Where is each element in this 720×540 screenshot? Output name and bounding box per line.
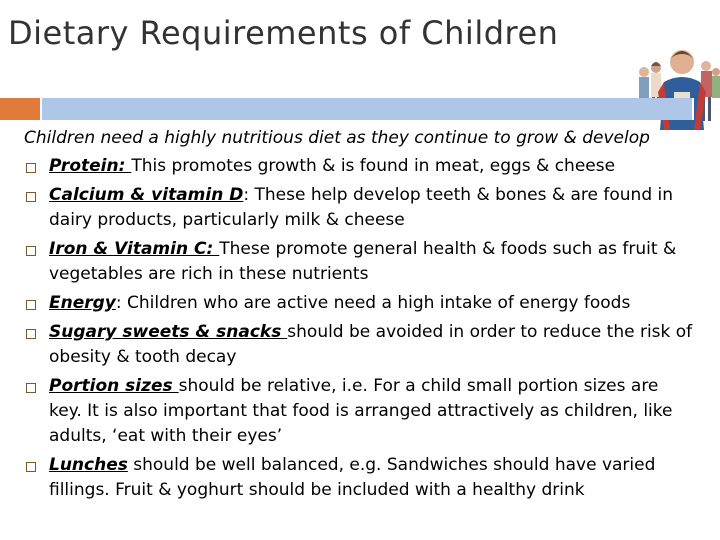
list-item [24, 453, 696, 503]
item-lead: Protein: [49, 156, 132, 176]
item-lead: Iron & Vitamin C: [49, 239, 220, 259]
item-lead: Lunches [49, 455, 128, 475]
list-item [24, 237, 696, 287]
square-bullet-icon [26, 383, 36, 393]
square-bullet-icon [26, 246, 36, 256]
slide-body [24, 126, 696, 507]
item-lead: Energy [49, 293, 116, 313]
item-lead: Portion sizes [49, 376, 179, 396]
list-item [24, 374, 696, 449]
item-lead: Sugary sweets & snacks [49, 322, 288, 342]
intro-text: Children need a highly nutritious diet as they continue to grow & develop [24, 128, 650, 148]
item-text: This promotes growth & is found in meat, eggs & cheese [131, 156, 616, 176]
item-text: These promote general health & foods such as fruit & vegetables are rich in these nutrients [49, 239, 677, 284]
item-lead: Calcium & vitamin D [49, 185, 244, 205]
list-item [24, 291, 696, 316]
square-bullet-icon [26, 300, 36, 310]
list-item [24, 154, 696, 179]
accent-block [0, 98, 40, 120]
slide-title: Dietary Requirements of Children [8, 14, 559, 52]
list-item [24, 320, 696, 370]
square-bullet-icon [26, 462, 36, 472]
square-bullet-icon [26, 192, 36, 202]
item-text: : These help develop teeth & bones & are found in dairy products, particularly milk & cheese [49, 185, 674, 230]
item-text: should be relative, i.e. For a child small portion sizes are key. It is also important that food is arranged attractively as children, like adults, ‘eat with their eyes’ [49, 376, 673, 446]
square-bullet-icon [26, 329, 36, 339]
title-divider-bar [40, 98, 694, 120]
item-text: : Children who are active need a high intake of energy foods [115, 293, 631, 313]
list-item [24, 183, 696, 233]
bullet-list [24, 154, 696, 503]
item-text: should be well balanced, e.g. Sandwiches should have varied fillings. Fruit & yoghurt should be included with a healthy drink [49, 455, 656, 500]
item-text: should be avoided in order to reduce the risk of obesity & tooth decay [49, 322, 693, 367]
square-bullet-icon [26, 163, 36, 173]
